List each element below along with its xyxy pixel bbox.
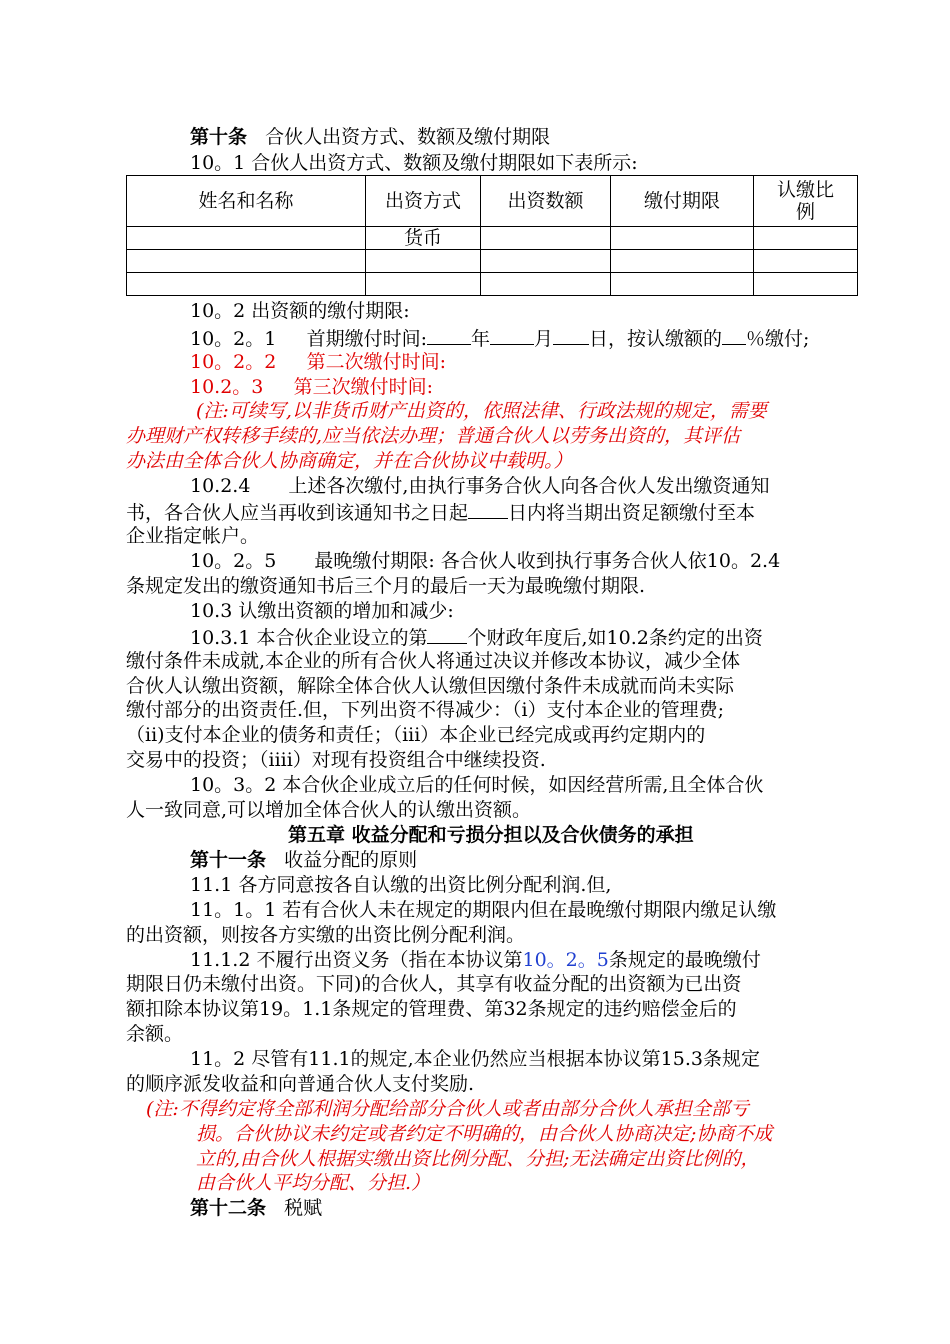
clause-10-2-1: 10。2。1 首期缴付时间: 年 月 日，按认缴额的 ％缴付;	[190, 324, 809, 350]
table-cell: 货币	[366, 227, 481, 250]
clause-10-2-3: 10.2。3 第三次缴付时间:	[190, 376, 434, 398]
table-cell	[366, 273, 481, 296]
blank-month	[490, 324, 534, 345]
chapter-5-title: 第五章 收益分配和亏损分担以及合伙债务的承担	[288, 824, 694, 846]
clause-10-3-2: 10。3。2 本合伙企业成立后的任何时候，如因经营所需,且全体合伙	[190, 774, 764, 796]
article-11-heading-line	[190, 847, 417, 873]
note-2-line: 立的,由合伙人根据实缴出资比例分配、分担;无法确定出资比例的，	[196, 1148, 760, 1170]
clause-10-3-1-line: 缴付部分的出资责任.但，下列出资不得减少：（i）支付本企业的管理费;	[126, 699, 725, 721]
note-2-line: 由合伙人平均分配、分担.）	[196, 1172, 431, 1194]
table-cell	[366, 250, 481, 273]
clause-11-1-2-line: 余额。	[126, 1023, 184, 1045]
clause-reference-link[interactable]: 10。2。5	[522, 949, 609, 971]
table-cell	[754, 273, 858, 296]
clause-10-3-1-line: （ii)支付本企业的债务和责任；（iii）本企业已经完成或再约定期内的	[126, 724, 706, 746]
blank-year	[427, 324, 471, 345]
clause-11-2-line-2: 的顺序派发收益和向普通合伙人支付奖励.	[126, 1073, 475, 1095]
clause-10-2-5-line-2: 条规定发出的缴资通知书后三个月的最后一天为最晚缴付期限.	[126, 575, 646, 597]
clause-10-3-1: 10.3.1 本合伙企业设立的第 个财政年度后,如10.2条约定的出资	[190, 623, 763, 649]
article-10-title: 合伙人出资方式、数额及缴付期限	[265, 126, 551, 148]
clause-10-3: 10.3 认缴出资额的增加和减少:	[190, 600, 454, 622]
article-12-heading: 第十二条	[190, 1197, 267, 1219]
article-10-heading: 第十条	[190, 126, 248, 148]
clause-11-1-2-line: 期限日仍未缴付出资。下同)的合伙人，其享有收益分配的出资额为已出资	[126, 973, 742, 995]
clause-10-1: 10。1 合伙人出资方式、数额及缴付期限如下表所示:	[190, 152, 638, 174]
clause-10-2-4: 10.2.4 上述各次缴付,由执行事务合伙人向各合伙人发出缴资通知	[190, 475, 770, 497]
table-cell	[611, 227, 754, 250]
table-cell	[481, 250, 611, 273]
table-cell	[481, 273, 611, 296]
article-12-title: 税赋	[284, 1197, 323, 1219]
table-header-deadline: 缴付期限	[611, 176, 754, 227]
clause-11-1: 11.1 各方同意按各自认缴的出资比例分配利润.但,	[190, 874, 612, 896]
blank-day	[553, 324, 589, 345]
clause-11-1-1-line-2: 的出资额，则按各方实缴的出资比例分配利润。	[126, 924, 526, 946]
table-header-ratio: 认缴比 例	[754, 176, 858, 227]
table-cell	[127, 250, 366, 273]
note-2-line: (注:不得约定将全部利润分配给部分合伙人或者由部分合伙人承担全部亏	[146, 1098, 749, 1120]
note-1-line: (注:可续写,以非货币财产出资的，依照法律、行政法规的规定，需要	[196, 400, 767, 422]
article-10-heading-line	[190, 124, 550, 150]
clause-11-1-2-line: 额扣除本协议第19。1.1条规定的管理费、第32条规定的违约赔偿金后的	[126, 998, 737, 1020]
table-cell	[481, 227, 611, 250]
note-1-line: 办法由全体合伙人协商确定，并在合伙协议中载明。）	[126, 450, 573, 472]
blank-fiscal-year	[427, 623, 467, 644]
clause-10-3-2-line-2: 人一致同意,可以增加全体合伙人的认缴出资额。	[126, 799, 532, 821]
clause-11-1-1: 11。1。1 若有合伙人未在规定的期限内但在最晚缴付期限内缴足认缴	[190, 899, 777, 921]
note-1-line: 办理财产权转移手续的,应当依法办理；普通合伙人以劳务出资的，其评估	[126, 425, 741, 447]
clause-11-2: 11。2 尽管有11.1的规定,本企业仍然应当根据本协议第15.3条规定	[190, 1048, 760, 1070]
table-header-name: 姓名和名称	[127, 176, 366, 227]
note-2-line: 损。合伙协议未约定或者约定不明确的，由合伙人协商决定;协商不成	[196, 1123, 773, 1145]
article-12-heading-line	[190, 1195, 322, 1221]
table-cell	[611, 273, 754, 296]
table-cell	[611, 250, 754, 273]
clause-10-2-4-line-3: 企业指定帐户。	[126, 525, 260, 547]
table-cell	[127, 227, 366, 250]
table-header-method: 出资方式	[366, 176, 481, 227]
clause-10-2-4-line-2: 书，各合伙人应当再收到该通知书之日起 日内将当期出资足额缴付至本	[126, 498, 755, 524]
clause-10-2-2: 10。2。2 第二次缴付时间:	[190, 351, 446, 373]
article-11-heading: 第十一条	[190, 849, 267, 871]
clause-10-3-1-line: 交易中的投资；（iiii）对现有投资组合中继续投资.	[126, 749, 546, 771]
table-header-row	[127, 176, 858, 227]
table-row	[127, 273, 858, 296]
clause-10-3-1-line: 合伙人认缴出资额，解除全体合伙人认缴但因缴付条件未成就而尚未实际	[126, 675, 735, 697]
table-header-amount: 出资数额	[481, 176, 611, 227]
blank-days	[468, 498, 508, 519]
table-cell	[754, 227, 858, 250]
table-cell	[754, 250, 858, 273]
blank-percent	[722, 324, 746, 345]
contribution-table	[126, 175, 858, 296]
clause-11-1-2: 11.1.2 不履行出资义务（指在本协议第10。2。5条规定的最晚缴付	[190, 949, 761, 971]
table-cell	[127, 273, 366, 296]
table-row	[127, 227, 858, 250]
clause-10-2-5: 10。2。5 最晚缴付期限: 各合伙人收到执行事务合伙人依10。2.4	[190, 550, 781, 572]
table-row	[127, 250, 858, 273]
clause-10-2: 10。2 出资额的缴付期限:	[190, 300, 410, 322]
clause-10-3-1-line: 缴付条件未成就,本企业的所有合伙人将通过决议并修改本协议，减少全体	[126, 650, 741, 672]
article-11-title: 收益分配的原则	[284, 849, 418, 871]
